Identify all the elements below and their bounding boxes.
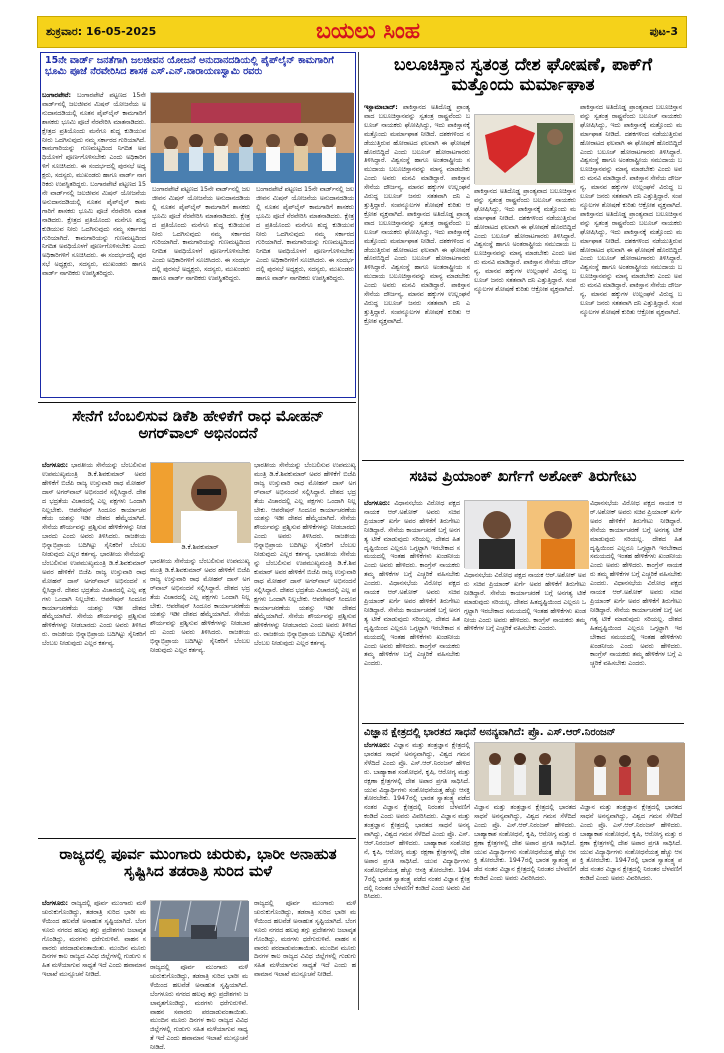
science-event-photo bbox=[474, 742, 684, 800]
article-body: ಬೆಂಗಳೂರು: ಭಾರತೀಯ ಸೇನೆಯನ್ನು ಬೆಂಬಲಿಸುವ ಉಪಮುಖ್ಯಮಂತ್ರಿ ಡಿ.ಕೆ.ಶಿವಕುಮಾರ್ ಅವರ ಹೇಳಿಕೆಗೆ ಬಿಜೆಪಿ ರಾಜ್ಯ ಉಸ್ತುವಾರಿ ರಾಧ ಮೋಹನ್ ದಾಸ್ ಅಗರ್‌ವಾಲ್ ಅಭಿನಂದನೆ ಸಲ್ಲಿಸಿದ್ದಾರೆ. ದೇಶದ ಭದ್ರತೆಯ ವಿಚಾರದಲ್ಲಿ ಎಲ್ಲ ಪಕ್ಷಗಳು ಒಂದಾಗಿ ನಿಲ್ಲಬೇಕು. ಆಪರೇಷನ್ ಸಿಂದೂರ ಕಾರ್ಯಾಚರಣೆಯ ಯಶಸ್ಸು ಇಡೀ ದೇಶದ ಹೆಮ್ಮೆಯಾಗಿದೆ. ಸೇನೆಯ ಶೌರ್ಯವನ್ನು ಪ್ರಶ್ನಿಸುವ ಹೇಳಿಕೆಗಳನ್ನು ನೀಡಬಾರದು ಎಂದು ಅವರು ತಿಳಿಸಿದರು. ರಾಜಕೀಯ ಭಿನ್ನಾಭಿಪ್ರಾಯ ಬದಿಗಿಟ್ಟು ಸೈನಿಕರಿಗೆ ಬೆಂಬಲ ನೀಡುವುದು ಎಲ್ಲರ ಕರ್ತವ್ಯ. ಭಾರತೀಯ ಸೇನೆಯನ್ನು ಬೆಂಬಲಿಸುವ ಉಪಮುಖ್ಯಮಂತ್ರಿ ಡಿ.ಕೆ.ಶಿವಕುಮಾರ್ ಅವರ ಹೇಳಿಕೆಗೆ ಬಿಜೆಪಿ ರಾಜ್ಯ ಉಸ್ತುವಾರಿ ರಾಧ ಮೋಹನ್ ದಾಸ್ ಅಗರ್‌ವಾಲ್ ಅಭಿನಂದನೆ ಸಲ್ಲಿಸಿದ್ದಾರೆ. ದೇಶದ ಭದ್ರತೆಯ ವಿಚಾರದಲ್ಲಿ ಎಲ್ಲ ಪಕ್ಷಗಳು ಒಂದಾಗಿ ನಿಲ್ಲಬೇಕು. ಆಪರೇಷನ್ ಸಿಂದೂರ ಕಾರ್ಯಾಚರಣೆಯ ಯಶಸ್ಸು ಇಡೀ ದೇಶದ ಹೆಮ್ಮೆಯಾಗಿದೆ. ಸೇನೆಯ ಶೌರ್ಯವನ್ನು ಪ್ರಶ್ನಿಸುವ ಹೇಳಿಕೆಗಳನ್ನು ನೀಡಬಾರದು ಎಂದು ಅವರು ತಿಳಿಸಿದರು. ರಾಜಕೀಯ ಭಿನ್ನಾಭಿಪ್ರಾಯ ಬದಿಗಿಟ್ಟು ಸೈನಿಕರಿಗೆ ಬೆಂಬಲ ನೀಡುವುದು ಎಲ್ಲರ ಕರ್ತವ್ಯ. bbox=[42, 462, 146, 648]
meeting-stage-image bbox=[151, 93, 354, 183]
article-headline: 15ನೇ ವಾರ್ಡ್ ಜನತೆಗಾಗಿ ಜಲಜೀವನ ಯೋಜನೆ ಅನುದಾನದಡಿಯಲ್ಲಿ ಪೈಪ್‌ಲೈನ್ ಕಾಮಗಾರಿಗೆ ಭೂಮಿ ಪೂಜೆ ನೆರವೇರಿಸಿದ ಶಾಸಕ ಎಸ್.ಎನ್.ನಾರಾಯಣಸ್ವಾಮಿ ರವರು bbox=[45, 55, 334, 78]
article-body: ಬೆಂಗಳೂರು: ವಿಜ್ಞಾನ ಮತ್ತು ತಂತ್ರಜ್ಞಾನ ಕ್ಷೇತ್ರದಲ್ಲಿ ಭಾರತದ ಸಾಧನೆ ಅನನ್ಯವಾಗಿದ್ದು, ವಿಶ್ವದ ಗಮನ ಸೆಳೆದಿದೆ ಎಂದು ಪ್ರೊ. ಎಸ್.ಆರ್.ನಿರಂಜನ್ ಹೇಳಿದರು. ಬಾಹ್ಯಾಕಾಶ ಸಂಶೋಧನೆ, ಕೃಷಿ, ಆರೋಗ್ಯ ಮತ್ತು ರಕ್ಷಣಾ ಕ್ಷೇತ್ರಗಳಲ್ಲಿ ದೇಶ ಅಪಾರ ಪ್ರಗತಿ ಸಾಧಿಸಿದೆ. ಯುವ ವಿದ್ಯಾರ್ಥಿಗಳು ಸಂಶೋಧನೆಯತ್ತ ಹೆಚ್ಚು ಆಸಕ್ತಿ ತೋರಬೇಕು. 1947ರಲ್ಲಿ ಭಾರತ ಸ್ವಾತಂತ್ರ್ಯ ಪಡೆದ ನಂತರ ವಿಜ್ಞಾನ ಕ್ಷೇತ್ರದಲ್ಲಿ ನಿರಂತರ ಬೆಳವಣಿಗೆ ಕಂಡಿದೆ ಎಂದು ಅವರು ವಿವರಿಸಿದರು. ವಿಜ್ಞಾನ ಮತ್ತು ತಂತ್ರಜ್ಞಾನ ಕ್ಷೇತ್ರದಲ್ಲಿ ಭಾರತದ ಸಾಧನೆ ಅನನ್ಯವಾಗಿದ್ದು, ವಿಶ್ವದ ಗಮನ ಸೆಳೆದಿದೆ ಎಂದು ಪ್ರೊ. ಎಸ್.ಆರ್.ನಿರಂಜನ್ ಹೇಳಿದರು. ಬಾಹ್ಯಾಕಾಶ ಸಂಶೋಧನೆ, ಕೃಷಿ, ಆರೋಗ್ಯ ಮತ್ತು ರಕ್ಷಣಾ ಕ್ಷೇತ್ರಗಳಲ್ಲಿ ದೇಶ ಅಪಾರ ಪ್ರಗತಿ ಸಾಧಿಸಿದೆ. ಯುವ ವಿದ್ಯಾರ್ಥಿಗಳು ಸಂಶೋಧನೆಯತ್ತ ಹೆಚ್ಚು ಆಸಕ್ತಿ ತೋರಬೇಕು. 1947ರಲ್ಲಿ ಭಾರತ ಸ್ವಾತಂತ್ರ್ಯ ಪಡೆದ ನಂತರ ವಿಜ್ಞಾನ ಕ್ಷೇತ್ರದಲ್ಲಿ ನಿರಂತರ ಬೆಳವಣಿಗೆ ಕಂಡಿದೆ ಎಂದು ಅವರು ವಿವರಿಸಿದರು. bbox=[364, 742, 470, 901]
flooded-street-image bbox=[151, 901, 249, 961]
article-body: ವಿಧಾನಸಭೆಯ ವಿರೋಧ ಪಕ್ಷದ ನಾಯಕ ಆರ್.ಅಶೋಕ್ ಅವರು ಸಚಿವ ಪ್ರಿಯಾಂಕ್ ಖರ್ಗೆ ಅವರ ಹೇಳಿಕೆಗೆ ತಿರುಗೇಟು ನೀಡಿದ್ದಾರೆ. ಸೇನೆಯ ಕಾರ್ಯಾಚರಣೆ ಬಗ್ಗೆ ಅನಗತ್ಯ ಟೀಕೆ ಮಾಡುವುದು ಸರಿಯಲ್ಲ. ದೇಶದ ಹಿತದೃಷ್ಟಿಯಿಂದ ಎಲ್ಲರೂ ಒಗ್ಗಟ್ಟಾಗಿ ಇರಬೇಕಾದ ಸಮಯದಲ್ಲಿ ಇಂತಹ ಹೇಳಿಕೆಗಳು ಖಂಡನೀಯ ಎಂದು ಅವರು ಹೇಳಿದರು. ಕಾಂಗ್ರೆಸ್ ನಾಯಕರು ತಮ್ಮ ಹೇಳಿಕೆಗಳ ಬಗ್ಗೆ ಎಚ್ಚರಿಕೆ ವಹಿಸಬೇಕು ಎಂದರು. ವಿಧಾನಸಭೆಯ ವಿರೋಧ ಪಕ್ಷದ ನಾಯಕ ಆರ್.ಅಶೋಕ್ ಅವರು ಸಚಿವ ಪ್ರಿಯಾಂಕ್ ಖರ್ಗೆ ಅವರ ಹೇಳಿಕೆಗೆ ತಿರುಗೇಟು ನೀಡಿದ್ದಾರೆ. ಸೇನೆಯ ಕಾರ್ಯಾಚರಣೆ ಬಗ್ಗೆ ಅನಗತ್ಯ ಟೀಕೆ ಮಾಡುವುದು ಸರಿಯಲ್ಲ. ದೇಶದ ಹಿತದೃಷ್ಟಿಯಿಂದ ಎಲ್ಲರೂ ಒಗ್ಗಟ್ಟಾಗಿ ಇರಬೇಕಾದ ಸಮಯದಲ್ಲಿ ಇಂತಹ ಹೇಳಿಕೆಗಳು ಖಂಡನೀಯ ಎಂದು ಅವರು ಹೇಳಿದರು. ಕಾಂಗ್ರೆಸ್ ನಾಯಕರು ತಮ್ಮ ಹೇಳಿಕೆಗಳ ಬಗ್ಗೆ ಎಚ್ಚರಿಕೆ ವಹಿಸಬೇಕು ಎಂದರು. bbox=[590, 500, 682, 668]
award-ceremony-image bbox=[475, 743, 685, 801]
issue-date: ಶುಕ್ರವಾರ: 16-05-2025 bbox=[46, 25, 157, 38]
article-headline: ಸೇನೆಗೆ ಬೆಂಬಲಿಸುವ ಡಿಕೆಶಿ ಹೇಳಿಕೆಗೆ ರಾಧ ಮೋಹನ್ ಅಗರ್‌ವಾಲ್ ಅಭಿನಂದನೆ bbox=[72, 407, 324, 443]
article-body: ಭಾರತೀಯ ಸೇನೆಯನ್ನು ಬೆಂಬಲಿಸುವ ಉಪಮುಖ್ಯಮಂತ್ರಿ ಡಿ.ಕೆ.ಶಿವಕುಮಾರ್ ಅವರ ಹೇಳಿಕೆಗೆ ಬಿಜೆಪಿ ರಾಜ್ಯ ಉಸ್ತುವಾರಿ ರಾಧ ಮೋಹನ್ ದಾಸ್ ಅಗರ್‌ವಾಲ್ ಅಭಿನಂದನೆ ಸಲ್ಲಿಸಿದ್ದಾರೆ. ದೇಶದ ಭದ್ರತೆಯ ವಿಚಾರದಲ್ಲಿ ಎಲ್ಲ ಪಕ್ಷಗಳು ಒಂದಾಗಿ ನಿಲ್ಲಬೇಕು. ಆಪರೇಷನ್ ಸಿಂದೂರ ಕಾರ್ಯಾಚರಣೆಯ ಯಶಸ್ಸು ಇಡೀ ದೇಶದ ಹೆಮ್ಮೆಯಾಗಿದೆ. ಸೇನೆಯ ಶೌರ್ಯವನ್ನು ಪ್ರಶ್ನಿಸುವ ಹೇಳಿಕೆಗಳನ್ನು ನೀಡಬಾರದು ಎಂದು ಅವರು ತಿಳಿಸಿದರು. ರಾಜಕೀಯ ಭಿನ್ನಾಭಿಪ್ರಾಯ ಬದಿಗಿಟ್ಟು ಸೈನಿಕರಿಗೆ ಬೆಂಬಲ ನೀಡುವುದು ಎಲ್ಲರ ಕರ್ತವ್ಯ. bbox=[150, 558, 250, 655]
rain-photo bbox=[150, 900, 248, 960]
article-body: ವಿಧಾನಸಭೆಯ ವಿರೋಧ ಪಕ್ಷದ ನಾಯಕ ಆರ್.ಅಶೋಕ್ ಅವರು ಸಚಿವ ಪ್ರಿಯಾಂಕ್ ಖರ್ಗೆ ಅವರ ಹೇಳಿಕೆಗೆ ತಿರುಗೇಟು ನೀಡಿದ್ದಾರೆ. ಸೇನೆಯ ಕಾರ್ಯಾಚರಣೆ ಬಗ್ಗೆ ಅನಗತ್ಯ ಟೀಕೆ ಮಾಡುವುದು ಸರಿಯಲ್ಲ. ದೇಶದ ಹಿತದೃಷ್ಟಿಯಿಂದ ಎಲ್ಲರೂ ಒಗ್ಗಟ್ಟಾಗಿ ಇರಬೇಕಾದ ಸಮಯದಲ್ಲಿ ಇಂತಹ ಹೇಳಿಕೆಗಳು ಖಂಡನೀಯ ಎಂದು ಅವರು ಹೇಳಿದರು. ಕಾಂಗ್ರೆಸ್ ನಾಯಕರು ತಮ್ಮ ಹೇಳಿಕೆಗಳ ಬಗ್ಗೆ ಎಚ್ಚರಿಕೆ ವಹಿಸಬೇಕು ಎಂದರು. bbox=[464, 572, 586, 633]
politician-portrait-image bbox=[151, 463, 251, 543]
event-photo bbox=[150, 92, 353, 182]
baluchistan-map-image bbox=[475, 115, 575, 185]
masthead bbox=[37, 16, 687, 48]
article-body: ಬಂಗಾರಪೇಟೆ ಪಟ್ಟಣದ 15ನೇ ವಾರ್ಡ್‌ನಲ್ಲಿ ಜಲಜೀವನ ಮಿಷನ್ ಯೋಜನೆಯ ಅನುದಾನದಡಿಯಲ್ಲಿ ನೂತನ ಪೈಪ್‌ಲೈನ್ ಕಾಮಗಾರಿಗೆ ಶಾಸಕರು ಭೂಮಿ ಪೂಜೆ ನೆರವೇರಿಸಿ ಮಾತನಾಡಿದರು. ಕ್ಷೇತ್ರದ ಪ್ರತಿಯೊಂದು ಮನೆಗೂ ಶುದ್ಧ ಕುಡಿಯುವ ನೀರು ಒದಗಿಸುವುದು ನಮ್ಮ ಸರ್ಕಾರದ ಗುರಿಯಾಗಿದೆ. ಕಾಮಗಾರಿಯನ್ನು ಗುಣಮಟ್ಟದಿಂದ ನಿಗದಿತ ಅವಧಿಯೊಳಗೆ ಪೂರ್ಣಗೊಳಿಸಬೇಕು ಎಂದು ಅಧಿಕಾರಿಗಳಿಗೆ ಸೂಚಿಸಿದರು. ಈ ಸಂದರ್ಭದಲ್ಲಿ ಪುರಸಭೆ ಅಧ್ಯಕ್ಷರು, ಸದಸ್ಯರು, ಮುಖಂಡರು ಹಾಗೂ ವಾರ್ಡ್ ನಾಗರಿಕರು ಉಪಸ್ಥಿತರಿದ್ದರು. bbox=[152, 186, 250, 283]
article-body: ಬೆಂಗಳೂರು: ವಿಧಾನಸಭೆಯ ವಿರೋಧ ಪಕ್ಷದ ನಾಯಕ ಆರ್.ಅಶೋಕ್ ಅವರು ಸಚಿವ ಪ್ರಿಯಾಂಕ್ ಖರ್ಗೆ ಅವರ ಹೇಳಿಕೆಗೆ ತಿರುಗೇಟು ನೀಡಿದ್ದಾರೆ. ಸೇನೆಯ ಕಾರ್ಯಾಚರಣೆ ಬಗ್ಗೆ ಅನಗತ್ಯ ಟೀಕೆ ಮಾಡುವುದು ಸರಿಯಲ್ಲ. ದೇಶದ ಹಿತದೃಷ್ಟಿಯಿಂದ ಎಲ್ಲರೂ ಒಗ್ಗಟ್ಟಾಗಿ ಇರಬೇಕಾದ ಸಮಯದಲ್ಲಿ ಇಂತಹ ಹೇಳಿಕೆಗಳು ಖಂಡನೀಯ ಎಂದು ಅವರು ಹೇಳಿದರು. ಕಾಂಗ್ರೆಸ್ ನಾಯಕರು ತಮ್ಮ ಹೇಳಿಕೆಗಳ ಬಗ್ಗೆ ಎಚ್ಚರಿಕೆ ವಹಿಸಬೇಕು ಎಂದರು. ವಿಧಾನಸಭೆಯ ವಿರೋಧ ಪಕ್ಷದ ನಾಯಕ ಆರ್.ಅಶೋಕ್ ಅವರು ಸಚಿವ ಪ್ರಿಯಾಂಕ್ ಖರ್ಗೆ ಅವರ ಹೇಳಿಕೆಗೆ ತಿರುಗೇಟು ನೀಡಿದ್ದಾರೆ. ಸೇನೆಯ ಕಾರ್ಯಾಚರಣೆ ಬಗ್ಗೆ ಅನಗತ್ಯ ಟೀಕೆ ಮಾಡುವುದು ಸರಿಯಲ್ಲ. ದೇಶದ ಹಿತದೃಷ್ಟಿಯಿಂದ ಎಲ್ಲರೂ ಒಗ್ಗಟ್ಟಾಗಿ ಇರಬೇಕಾದ ಸಮಯದಲ್ಲಿ ಇಂತಹ ಹೇಳಿಕೆಗಳು ಖಂಡನೀಯ ಎಂದು ಅವರು ಹೇಳಿದರು. ಕಾಂಗ್ರೆಸ್ ನಾಯಕರು ತಮ್ಮ ಹೇಳಿಕೆಗಳ ಬಗ್ಗೆ ಎಚ್ಚರಿಕೆ ವಹಿಸಬೇಕು ಎಂದರು. bbox=[364, 500, 460, 668]
article-headline: ಬಲೂಚಿಸ್ತಾನ ಸ್ವತಂತ್ರ ದೇಶ ಘೋಷಣೆ, ಪಾಕ್‌ಗೆ ಮತ್ತೊಂದು ಮರ್ಮಾಘಾತ bbox=[393, 55, 653, 95]
article-body: ರಾಜ್ಯದಲ್ಲಿ ಪೂರ್ವ ಮುಂಗಾರು ಮಳೆ ಚುರುಕುಗೊಂಡಿದ್ದು, ತಡರಾತ್ರಿ ಸುರಿದ ಭಾರೀ ಮಳೆಯಿಂದ ಹಲವೆಡೆ ಅನಾಹುತ ಸೃಷ್ಟಿಯಾಗಿದೆ. ಬೆಂಗಳೂರು ನಗರದ ಹಲವು ತಗ್ಗು ಪ್ರದೇಶಗಳು ಜಲಾವೃತಗೊಂಡಿದ್ದು, ಮರಗಳು ಧರೆಗುರುಳಿವೆ. ವಾಹನ ಸವಾರರು ಪರದಾಡುವಂತಾಯಿತು. ಮುಂದಿನ ಮೂರು ದಿನಗಳ ಕಾಲ ರಾಜ್ಯದ ವಿವಿಧ ಜಿಲ್ಲೆಗಳಲ್ಲಿ ಗುಡುಗು ಸಹಿತ ಮಳೆಯಾಗುವ ಸಾಧ್ಯತೆ ಇದೆ ಎಂದು ಹವಾಮಾನ ಇಲಾಖೆ ಮುನ್ಸೂಚನೆ ನೀಡಿದೆ. bbox=[254, 900, 356, 979]
article-body: ವಿಜ್ಞಾನ ಮತ್ತು ತಂತ್ರಜ್ಞಾನ ಕ್ಷೇತ್ರದಲ್ಲಿ ಭಾರತದ ಸಾಧನೆ ಅನನ್ಯವಾಗಿದ್ದು, ವಿಶ್ವದ ಗಮನ ಸೆಳೆದಿದೆ ಎಂದು ಪ್ರೊ. ಎಸ್.ಆರ್.ನಿರಂಜನ್ ಹೇಳಿದರು. ಬಾಹ್ಯಾಕಾಶ ಸಂಶೋಧನೆ, ಕೃಷಿ, ಆರೋಗ್ಯ ಮತ್ತು ರಕ್ಷಣಾ ಕ್ಷೇತ್ರಗಳಲ್ಲಿ ದೇಶ ಅಪಾರ ಪ್ರಗತಿ ಸಾಧಿಸಿದೆ. ಯುವ ವಿದ್ಯಾರ್ಥಿಗಳು ಸಂಶೋಧನೆಯತ್ತ ಹೆಚ್ಚು ಆಸಕ್ತಿ ತೋರಬೇಕು. 1947ರಲ್ಲಿ ಭಾರತ ಸ್ವಾತಂತ್ರ್ಯ ಪಡೆದ ನಂತರ ವಿಜ್ಞಾನ ಕ್ಷೇತ್ರದಲ್ಲಿ ನಿರಂತರ ಬೆಳವಣಿಗೆ ಕಂಡಿದೆ ಎಂದು ಅವರು ವಿವರಿಸಿದರು. bbox=[474, 804, 576, 883]
section-divider bbox=[362, 723, 684, 724]
article-body: ರಾಜ್ಯದಲ್ಲಿ ಪೂರ್ವ ಮುಂಗಾರು ಮಳೆ ಚುರುಕುಗೊಂಡಿದ್ದು, ತಡರಾತ್ರಿ ಸುರಿದ ಭಾರೀ ಮಳೆಯಿಂದ ಹಲವೆಡೆ ಅನಾಹುತ ಸೃಷ್ಟಿಯಾಗಿದೆ. ಬೆಂಗಳೂರು ನಗರದ ಹಲವು ತಗ್ಗು ಪ್ರದೇಶಗಳು ಜಲಾವೃತಗೊಂಡಿದ್ದು, ಮರಗಳು ಧರೆಗುರುಳಿವೆ. ವಾಹನ ಸವಾರರು ಪರದಾಡುವಂತಾಯಿತು. ಮುಂದಿನ ಮೂರು ದಿನಗಳ ಕಾಲ ರಾಜ್ಯದ ವಿವಿಧ ಜಿಲ್ಲೆಗಳಲ್ಲಿ ಗುಡುಗು ಸಹಿತ ಮಳೆಯಾಗುವ ಸಾಧ್ಯತೆ ಇದೆ ಎಂದು ಹವಾಮಾನ ಇಲಾಖೆ ಮುನ್ಸೂಚನೆ ನೀಡಿದೆ. bbox=[150, 964, 248, 1052]
article-body: ಬೆಂಗಳೂರು: ರಾಜ್ಯದಲ್ಲಿ ಪೂರ್ವ ಮುಂಗಾರು ಮಳೆ ಚುರುಕುಗೊಂಡಿದ್ದು, ತಡರಾತ್ರಿ ಸುರಿದ ಭಾರೀ ಮಳೆಯಿಂದ ಹಲವೆಡೆ ಅನಾಹುತ ಸೃಷ್ಟಿಯಾಗಿದೆ. ಬೆಂಗಳೂರು ನಗರದ ಹಲವು ತಗ್ಗು ಪ್ರದೇಶಗಳು ಜಲಾವೃತಗೊಂಡಿದ್ದು, ಮರಗಳು ಧರೆಗುರುಳಿವೆ. ವಾಹನ ಸವಾರರು ಪರದಾಡುವಂತಾಯಿತು. ಮುಂದಿನ ಮೂರು ದಿನಗಳ ಕಾಲ ರಾಜ್ಯದ ವಿವಿಧ ಜಿಲ್ಲೆಗಳಲ್ಲಿ ಗುಡುಗು ಸಹಿತ ಮಳೆಯಾಗುವ ಸಾಧ್ಯತೆ ಇದೆ ಎಂದು ಹವಾಮಾನ ಇಲಾಖೆ ಮುನ್ಸೂಚನೆ ನೀಡಿದೆ. bbox=[42, 900, 146, 979]
map-photo bbox=[474, 114, 574, 184]
article-body: ಪಾಕಿಸ್ತಾನದ ಅತಿದೊಡ್ಡ ಪ್ರಾಂತ್ಯವಾದ ಬಲೂಚಿಸ್ತಾನವನ್ನು ಸ್ವತಂತ್ರ ರಾಷ್ಟ್ರವೆಂದು ಬಲೂಚ್ ನಾಯಕರು ಘೋಷಿಸಿದ್ದು, ಇದು ಪಾಕಿಸ್ತಾನಕ್ಕೆ ಮತ್ತೊಂದು ಮರ್ಮಾಘಾತ ನೀಡಿದೆ. ದಶಕಗಳಿಂದ ನಡೆಯುತ್ತಿರುವ ಹೋರಾಟದ ಫಲವಾಗಿ ಈ ಘೋಷಣೆ ಹೊರಬಿದ್ದಿದೆ ಎಂದು ಬಲೂಚ್ ಹೋರಾಟಗಾರರು ತಿಳಿಸಿದ್ದಾರೆ. ವಿಶ್ವಸಂಸ್ಥೆ ಹಾಗೂ ಅಂತರಾಷ್ಟ್ರೀಯ ಸಮುದಾಯ ಬಲೂಚಿಸ್ತಾನವನ್ನು ಮಾನ್ಯ ಮಾಡಬೇಕು ಎಂದು ಅವರು ಮನವಿ ಮಾಡಿದ್ದಾರೆ. ಪಾಕಿಸ್ತಾನ ಸೇನೆಯ ದೌರ್ಜನ್ಯ, ಮಾನವ ಹಕ್ಕುಗಳ ಉಲ್ಲಂಘನೆ ವಿರುದ್ಧ ಬಲೂಚ್ ಜನರು ಸತತವಾಗಿ ದನಿ ಎತ್ತುತ್ತಿದ್ದಾರೆ. ಸಂಪನ್ಮೂಲಗಳ ಶೋಷಣೆ ಕುರಿತು ಆಕ್ರೋಶ ವ್ಯಕ್ತವಾಗಿದೆ. bbox=[474, 188, 576, 293]
newspaper-title: ಬಯಲು ಸಿಂಹ bbox=[315, 19, 421, 44]
photo-caption: ಡಿ.ಕೆ.ಶಿವಕುಮಾರ್ bbox=[181, 544, 219, 551]
page-number: ಪುಟ-3 bbox=[649, 25, 678, 38]
article-headline: ರಾಜ್ಯದಲ್ಲಿ ಪೂರ್ವ ಮುಂಗಾರು ಚುರುಕು, ಭಾರೀ ಅನಾಹುತ ಸೃಷ್ಟಿಸಿದ ತಡರಾತ್ರಿ ಸುರಿದ ಮಳೆ bbox=[59, 845, 337, 881]
portraits-photo bbox=[464, 500, 588, 568]
article-body: ವಿಜ್ಞಾನ ಮತ್ತು ತಂತ್ರಜ್ಞಾನ ಕ್ಷೇತ್ರದಲ್ಲಿ ಭಾರತದ ಸಾಧನೆ ಅನನ್ಯವಾಗಿದ್ದು, ವಿಶ್ವದ ಗಮನ ಸೆಳೆದಿದೆ ಎಂದು ಪ್ರೊ. ಎಸ್.ಆರ್.ನಿರಂಜನ್ ಹೇಳಿದರು. ಬಾಹ್ಯಾಕಾಶ ಸಂಶೋಧನೆ, ಕೃಷಿ, ಆರೋಗ್ಯ ಮತ್ತು ರಕ್ಷಣಾ ಕ್ಷೇತ್ರಗಳಲ್ಲಿ ದೇಶ ಅಪಾರ ಪ್ರಗತಿ ಸಾಧಿಸಿದೆ. ಯುವ ವಿದ್ಯಾರ್ಥಿಗಳು ಸಂಶೋಧನೆಯತ್ತ ಹೆಚ್ಚು ಆಸಕ್ತಿ ತೋರಬೇಕು. 1947ರಲ್ಲಿ ಭಾರತ ಸ್ವಾತಂತ್ರ್ಯ ಪಡೆದ ನಂತರ ವಿಜ್ಞಾನ ಕ್ಷೇತ್ರದಲ್ಲಿ ನಿರಂತರ ಬೆಳವಣಿಗೆ ಕಂಡಿದೆ ಎಂದು ಅವರು ವಿವರಿಸಿದರು. bbox=[580, 804, 682, 883]
section-divider bbox=[38, 838, 356, 839]
section-divider bbox=[38, 402, 356, 403]
article-body: ಇಸ್ಲಾಮಾಬಾದ್: ಪಾಕಿಸ್ತಾನದ ಅತಿದೊಡ್ಡ ಪ್ರಾಂತ್ಯವಾದ ಬಲೂಚಿಸ್ತಾನವನ್ನು ಸ್ವತಂತ್ರ ರಾಷ್ಟ್ರವೆಂದು ಬಲೂಚ್ ನಾಯಕರು ಘೋಷಿಸಿದ್ದು, ಇದು ಪಾಕಿಸ್ತಾನಕ್ಕೆ ಮತ್ತೊಂದು ಮರ್ಮಾಘಾತ ನೀಡಿದೆ. ದಶಕಗಳಿಂದ ನಡೆಯುತ್ತಿರುವ ಹೋರಾಟದ ಫಲವಾಗಿ ಈ ಘೋಷಣೆ ಹೊರಬಿದ್ದಿದೆ ಎಂದು ಬಲೂಚ್ ಹೋರಾಟಗಾರರು ತಿಳಿಸಿದ್ದಾರೆ. ವಿಶ್ವಸಂಸ್ಥೆ ಹಾಗೂ ಅಂತರಾಷ್ಟ್ರೀಯ ಸಮುದಾಯ ಬಲೂಚಿಸ್ತಾನವನ್ನು ಮಾನ್ಯ ಮಾಡಬೇಕು ಎಂದು ಅವರು ಮನವಿ ಮಾಡಿದ್ದಾರೆ. ಪಾಕಿಸ್ತಾನ ಸೇನೆಯ ದೌರ್ಜನ್ಯ, ಮಾನವ ಹಕ್ಕುಗಳ ಉಲ್ಲಂಘನೆ ವಿರುದ್ಧ ಬಲೂಚ್ ಜನರು ಸತತವಾಗಿ ದನಿ ಎತ್ತುತ್ತಿದ್ದಾರೆ. ಸಂಪನ್ಮೂಲಗಳ ಶೋಷಣೆ ಕುರಿತು ಆಕ್ರೋಶ ವ್ಯಕ್ತವಾಗಿದೆ. ಪಾಕಿಸ್ತಾನದ ಅತಿದೊಡ್ಡ ಪ್ರಾಂತ್ಯವಾದ ಬಲೂಚಿಸ್ತಾನವನ್ನು ಸ್ವತಂತ್ರ ರಾಷ್ಟ್ರವೆಂದು ಬಲೂಚ್ ನಾಯಕರು ಘೋಷಿಸಿದ್ದು, ಇದು ಪಾಕಿಸ್ತಾನಕ್ಕೆ ಮತ್ತೊಂದು ಮರ್ಮಾಘಾತ ನೀಡಿದೆ. ದಶಕಗಳಿಂದ ನಡೆಯುತ್ತಿರುವ ಹೋರಾಟದ ಫಲವಾಗಿ ಈ ಘೋಷಣೆ ಹೊರಬಿದ್ದಿದೆ ಎಂದು ಬಲೂಚ್ ಹೋರಾಟಗಾರರು ತಿಳಿಸಿದ್ದಾರೆ. ವಿಶ್ವಸಂಸ್ಥೆ ಹಾಗೂ ಅಂತರಾಷ್ಟ್ರೀಯ ಸಮುದಾಯ ಬಲೂಚಿಸ್ತಾನವನ್ನು ಮಾನ್ಯ ಮಾಡಬೇಕು ಎಂದು ಅವರು ಮನವಿ ಮಾಡಿದ್ದಾರೆ. ಪಾಕಿಸ್ತಾನ ಸೇನೆಯ ದೌರ್ಜನ್ಯ, ಮಾನವ ಹಕ್ಕುಗಳ ಉಲ್ಲಂಘನೆ ವಿರುದ್ಧ ಬಲೂಚ್ ಜನರು ಸತತವಾಗಿ ದನಿ ಎತ್ತುತ್ತಿದ್ದಾರೆ. ಸಂಪನ್ಮೂಲಗಳ ಶೋಷಣೆ ಕುರಿತು ಆಕ್ರೋಶ ವ್ಯಕ್ತವಾಗಿದೆ. bbox=[364, 104, 470, 325]
article-body: ಭಾರತೀಯ ಸೇನೆಯನ್ನು ಬೆಂಬಲಿಸುವ ಉಪಮುಖ್ಯಮಂತ್ರಿ ಡಿ.ಕೆ.ಶಿವಕುಮಾರ್ ಅವರ ಹೇಳಿಕೆಗೆ ಬಿಜೆಪಿ ರಾಜ್ಯ ಉಸ್ತುವಾರಿ ರಾಧ ಮೋಹನ್ ದಾಸ್ ಅಗರ್‌ವಾಲ್ ಅಭಿನಂದನೆ ಸಲ್ಲಿಸಿದ್ದಾರೆ. ದೇಶದ ಭದ್ರತೆಯ ವಿಚಾರದಲ್ಲಿ ಎಲ್ಲ ಪಕ್ಷಗಳು ಒಂದಾಗಿ ನಿಲ್ಲಬೇಕು. ಆಪರೇಷನ್ ಸಿಂದೂರ ಕಾರ್ಯಾಚರಣೆಯ ಯಶಸ್ಸು ಇಡೀ ದೇಶದ ಹೆಮ್ಮೆಯಾಗಿದೆ. ಸೇನೆಯ ಶೌರ್ಯವನ್ನು ಪ್ರಶ್ನಿಸುವ ಹೇಳಿಕೆಗಳನ್ನು ನೀಡಬಾರದು ಎಂದು ಅವರು ತಿಳಿಸಿದರು. ರಾಜಕೀಯ ಭಿನ್ನಾಭಿಪ್ರಾಯ ಬದಿಗಿಟ್ಟು ಸೈನಿಕರಿಗೆ ಬೆಂಬಲ ನೀಡುವುದು ಎಲ್ಲರ ಕರ್ತವ್ಯ. ಭಾರತೀಯ ಸೇನೆಯನ್ನು ಬೆಂಬಲಿಸುವ ಉಪಮುಖ್ಯಮಂತ್ರಿ ಡಿ.ಕೆ.ಶಿವಕುಮಾರ್ ಅವರ ಹೇಳಿಕೆಗೆ ಬಿಜೆಪಿ ರಾಜ್ಯ ಉಸ್ತುವಾರಿ ರಾಧ ಮೋಹನ್ ದಾಸ್ ಅಗರ್‌ವಾಲ್ ಅಭಿನಂದನೆ ಸಲ್ಲಿಸಿದ್ದಾರೆ. ದೇಶದ ಭದ್ರತೆಯ ವಿಚಾರದಲ್ಲಿ ಎಲ್ಲ ಪಕ್ಷಗಳು ಒಂದಾಗಿ ನಿಲ್ಲಬೇಕು. ಆಪರೇಷನ್ ಸಿಂದೂರ ಕಾರ್ಯಾಚರಣೆಯ ಯಶಸ್ಸು ಇಡೀ ದೇಶದ ಹೆಮ್ಮೆಯಾಗಿದೆ. ಸೇನೆಯ ಶೌರ್ಯವನ್ನು ಪ್ರಶ್ನಿಸುವ ಹೇಳಿಕೆಗಳನ್ನು ನೀಡಬಾರದು ಎಂದು ಅವರು ತಿಳಿಸಿದರು. ರಾಜಕೀಯ ಭಿನ್ನಾಭಿಪ್ರಾಯ ಬದಿಗಿಟ್ಟು ಸೈನಿಕರಿಗೆ ಬೆಂಬಲ ನೀಡುವುದು ಎಲ್ಲರ ಕರ್ತವ್ಯ. bbox=[254, 462, 356, 648]
two-leaders-image bbox=[465, 501, 589, 569]
article-body: ಬಂಗಾರಪೇಟೆ: ಬಂಗಾರಪೇಟೆ ಪಟ್ಟಣದ 15ನೇ ವಾರ್ಡ್‌ನಲ್ಲಿ ಜಲಜೀವನ ಮಿಷನ್ ಯೋಜನೆಯ ಅನುದಾನದಡಿಯಲ್ಲಿ ನೂತನ ಪೈಪ್‌ಲೈನ್ ಕಾಮಗಾರಿಗೆ ಶಾಸಕರು ಭೂಮಿ ಪೂಜೆ ನೆರವೇರಿಸಿ ಮಾತನಾಡಿದರು. ಕ್ಷೇತ್ರದ ಪ್ರತಿಯೊಂದು ಮನೆಗೂ ಶುದ್ಧ ಕುಡಿಯುವ ನೀರು ಒದಗಿಸುವುದು ನಮ್ಮ ಸರ್ಕಾರದ ಗುರಿಯಾಗಿದೆ. ಕಾಮಗಾರಿಯನ್ನು ಗುಣಮಟ್ಟದಿಂದ ನಿಗದಿತ ಅವಧಿಯೊಳಗೆ ಪೂರ್ಣಗೊಳಿಸಬೇಕು ಎಂದು ಅಧಿಕಾರಿಗಳಿಗೆ ಸೂಚಿಸಿದರು. ಈ ಸಂದರ್ಭದಲ್ಲಿ ಪುರಸಭೆ ಅಧ್ಯಕ್ಷರು, ಸದಸ್ಯರು, ಮುಖಂಡರು ಹಾಗೂ ವಾರ್ಡ್ ನಾಗರಿಕರು ಉಪಸ್ಥಿತರಿದ್ದರು. ಬಂಗಾರಪೇಟೆ ಪಟ್ಟಣದ 15ನೇ ವಾರ್ಡ್‌ನಲ್ಲಿ ಜಲಜೀವನ ಮಿಷನ್ ಯೋಜನೆಯ ಅನುದಾನದಡಿಯಲ್ಲಿ ನೂತನ ಪೈಪ್‌ಲೈನ್ ಕಾಮಗಾರಿಗೆ ಶಾಸಕರು ಭೂಮಿ ಪೂಜೆ ನೆರವೇರಿಸಿ ಮಾತನಾಡಿದರು. ಕ್ಷೇತ್ರದ ಪ್ರತಿಯೊಂದು ಮನೆಗೂ ಶುದ್ಧ ಕುಡಿಯುವ ನೀರು ಒದಗಿಸುವುದು ನಮ್ಮ ಸರ್ಕಾರದ ಗುರಿಯಾಗಿದೆ. ಕಾಮಗಾರಿಯನ್ನು ಗುಣಮಟ್ಟದಿಂದ ನಿಗದಿತ ಅವಧಿಯೊಳಗೆ ಪೂರ್ಣಗೊಳಿಸಬೇಕು ಎಂದು ಅಧಿಕಾರಿಗಳಿಗೆ ಸೂಚಿಸಿದರು. ಈ ಸಂದರ್ಭದಲ್ಲಿ ಪುರಸಭೆ ಅಧ್ಯಕ್ಷರು, ಸದಸ್ಯರು, ಮುಖಂಡರು ಹಾಗೂ ವಾರ್ಡ್ ನಾಗರಿಕರು ಉಪಸ್ಥಿತರಿದ್ದರು. bbox=[42, 92, 146, 278]
column-divider bbox=[358, 52, 359, 1010]
article-body: ಬಂಗಾರಪೇಟೆ ಪಟ್ಟಣದ 15ನೇ ವಾರ್ಡ್‌ನಲ್ಲಿ ಜಲಜೀವನ ಮಿಷನ್ ಯೋಜನೆಯ ಅನುದಾನದಡಿಯಲ್ಲಿ ನೂತನ ಪೈಪ್‌ಲೈನ್ ಕಾಮಗಾರಿಗೆ ಶಾಸಕರು ಭೂಮಿ ಪೂಜೆ ನೆರವೇರಿಸಿ ಮಾತನಾಡಿದರು. ಕ್ಷೇತ್ರದ ಪ್ರತಿಯೊಂದು ಮನೆಗೂ ಶುದ್ಧ ಕುಡಿಯುವ ನೀರು ಒದಗಿಸುವುದು ನಮ್ಮ ಸರ್ಕಾರದ ಗುರಿಯಾಗಿದೆ. ಕಾಮಗಾರಿಯನ್ನು ಗುಣಮಟ್ಟದಿಂದ ನಿಗದಿತ ಅವಧಿಯೊಳಗೆ ಪೂರ್ಣಗೊಳಿಸಬೇಕು ಎಂದು ಅಧಿಕಾರಿಗಳಿಗೆ ಸೂಚಿಸಿದರು. ಈ ಸಂದರ್ಭದಲ್ಲಿ ಪುರಸಭೆ ಅಧ್ಯಕ್ಷರು, ಸದಸ್ಯರು, ಮುಖಂಡರು ಹಾಗೂ ವಾರ್ಡ್ ನಾಗರಿಕರು ಉಪಸ್ಥಿತರಿದ್ದರು. bbox=[256, 186, 354, 283]
section-divider bbox=[362, 460, 684, 461]
portrait-photo bbox=[150, 462, 250, 542]
article-body: ಪಾಕಿಸ್ತಾನದ ಅತಿದೊಡ್ಡ ಪ್ರಾಂತ್ಯವಾದ ಬಲೂಚಿಸ್ತಾನವನ್ನು ಸ್ವತಂತ್ರ ರಾಷ್ಟ್ರವೆಂದು ಬಲೂಚ್ ನಾಯಕರು ಘೋಷಿಸಿದ್ದು, ಇದು ಪಾಕಿಸ್ತಾನಕ್ಕೆ ಮತ್ತೊಂದು ಮರ್ಮಾಘಾತ ನೀಡಿದೆ. ದಶಕಗಳಿಂದ ನಡೆಯುತ್ತಿರುವ ಹೋರಾಟದ ಫಲವಾಗಿ ಈ ಘೋಷಣೆ ಹೊರಬಿದ್ದಿದೆ ಎಂದು ಬಲೂಚ್ ಹೋರಾಟಗಾರರು ತಿಳಿಸಿದ್ದಾರೆ. ವಿಶ್ವಸಂಸ್ಥೆ ಹಾಗೂ ಅಂತರಾಷ್ಟ್ರೀಯ ಸಮುದಾಯ ಬಲೂಚಿಸ್ತಾನವನ್ನು ಮಾನ್ಯ ಮಾಡಬೇಕು ಎಂದು ಅವರು ಮನವಿ ಮಾಡಿದ್ದಾರೆ. ಪಾಕಿಸ್ತಾನ ಸೇನೆಯ ದೌರ್ಜನ್ಯ, ಮಾನವ ಹಕ್ಕುಗಳ ಉಲ್ಲಂಘನೆ ವಿರುದ್ಧ ಬಲೂಚ್ ಜನರು ಸತತವಾಗಿ ದನಿ ಎತ್ತುತ್ತಿದ್ದಾರೆ. ಸಂಪನ್ಮೂಲಗಳ ಶೋಷಣೆ ಕುರಿತು ಆಕ್ರೋಶ ವ್ಯಕ್ತವಾಗಿದೆ. ಪಾಕಿಸ್ತಾನದ ಅತಿದೊಡ್ಡ ಪ್ರಾಂತ್ಯವಾದ ಬಲೂಚಿಸ್ತಾನವನ್ನು ಸ್ವತಂತ್ರ ರಾಷ್ಟ್ರವೆಂದು ಬಲೂಚ್ ನಾಯಕರು ಘೋಷಿಸಿದ್ದು, ಇದು ಪಾಕಿಸ್ತಾನಕ್ಕೆ ಮತ್ತೊಂದು ಮರ್ಮಾಘಾತ ನೀಡಿದೆ. ದಶಕಗಳಿಂದ ನಡೆಯುತ್ತಿರುವ ಹೋರಾಟದ ಫಲವಾಗಿ ಈ ಘೋಷಣೆ ಹೊರಬಿದ್ದಿದೆ ಎಂದು ಬಲೂಚ್ ಹೋರಾಟಗಾರರು ತಿಳಿಸಿದ್ದಾರೆ. ವಿಶ್ವಸಂಸ್ಥೆ ಹಾಗೂ ಅಂತರಾಷ್ಟ್ರೀಯ ಸಮುದಾಯ ಬಲೂಚಿಸ್ತಾನವನ್ನು ಮಾನ್ಯ ಮಾಡಬೇಕು ಎಂದು ಅವರು ಮನವಿ ಮಾಡಿದ್ದಾರೆ. ಪಾಕಿಸ್ತಾನ ಸೇನೆಯ ದೌರ್ಜನ್ಯ, ಮಾನವ ಹಕ್ಕುಗಳ ಉಲ್ಲಂಘನೆ ವಿರುದ್ಧ ಬಲೂಚ್ ಜನರು ಸತತವಾಗಿ ದನಿ ಎತ್ತುತ್ತಿದ್ದಾರೆ. ಸಂಪನ್ಮೂಲಗಳ ಶೋಷಣೆ ಕುರಿತು ಆಕ್ರೋಶ ವ್ಯಕ್ತವಾಗಿದೆ. bbox=[580, 104, 682, 316]
article-headline: ವಿಜ್ಞಾನ ಕ್ಷೇತ್ರದಲ್ಲಿ ಭಾರತದ ಸಾಧನೆ ಅನನ್ಯವಾಗಿದೆ: ಪ್ರೊ. ಎಸ್.ಆರ್.ನಿರಂಜನ್ bbox=[364, 727, 616, 738]
article-headline: ಸಚಿವ ಪ್ರಿಯಾಂಕ್ ಖರ್ಗೆಗೆ ಅಶೋಕ್ ತಿರುಗೇಟು bbox=[409, 467, 637, 485]
